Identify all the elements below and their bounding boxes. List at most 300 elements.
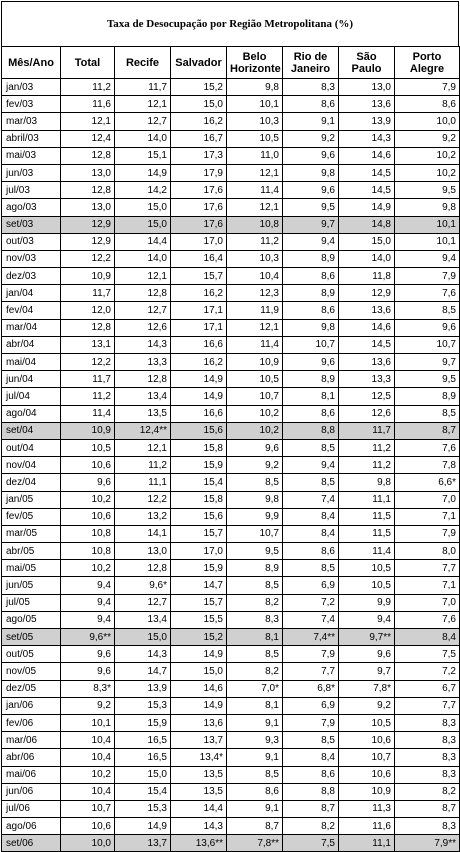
cell-belo-horizonte: 10,2 (227, 405, 283, 422)
table-row (2, 766, 460, 783)
cell-recife: 12,7 (115, 594, 171, 611)
cell-rio-de-janeiro: 8,9 (283, 285, 339, 302)
cell-recife: 12,6 (115, 319, 171, 336)
table-row (2, 646, 460, 663)
table-row (2, 680, 460, 697)
table-row (2, 96, 460, 113)
cell-porto-alegre: 8,5 (395, 405, 460, 422)
cell-recife: 12,8 (115, 371, 171, 388)
cell-salvador: 13,5 (171, 783, 227, 800)
cell-belo-horizonte: 9,6 (227, 439, 283, 456)
cell-belo-horizonte: 10,3 (227, 113, 283, 130)
cell-porto-alegre: 8,0 (395, 543, 460, 560)
cell-porto-alegre: 8,3 (395, 714, 460, 731)
cell-sao-paulo: 11,2 (339, 439, 395, 456)
cell-sao-paulo: 11,5 (339, 508, 395, 525)
cell-porto-alegre: 8,7 (395, 800, 460, 817)
cell-rio-de-janeiro: 9,4 (283, 233, 339, 250)
table-row (2, 182, 460, 199)
cell-salvador: 15,2 (171, 629, 227, 646)
cell-total: 10,9 (61, 422, 115, 439)
cell-salvador: 17,1 (171, 302, 227, 319)
cell-salvador: 15,7 (171, 525, 227, 542)
cell-salvador: 15,9 (171, 560, 227, 577)
header-month: Mês/Ano (2, 47, 61, 79)
cell-total: 10,4 (61, 732, 115, 749)
cell-salvador: 15,9 (171, 457, 227, 474)
table-row (2, 233, 460, 250)
cell-recife: 15,0 (115, 766, 171, 783)
cell-rio-de-janeiro: 8,6 (283, 268, 339, 285)
cell-sao-paulo: 9,7** (339, 629, 395, 646)
cell-rio-de-janeiro: 9,8 (283, 319, 339, 336)
cell-rio-de-janeiro: 7,4** (283, 629, 339, 646)
cell-salvador: 17,6 (171, 199, 227, 216)
cell-rio-de-janeiro: 8,9 (283, 250, 339, 267)
cell-salvador: 16,7 (171, 130, 227, 147)
cell-recife: 13,4 (115, 611, 171, 628)
cell-total: 12,9 (61, 216, 115, 233)
cell-rio-de-janeiro: 8,7 (283, 800, 339, 817)
header-rio-de-janeiro: Rio de Janeiro (283, 47, 339, 79)
table-row (2, 697, 460, 714)
cell-rio-de-janeiro: 8,8 (283, 422, 339, 439)
cell-rio-de-janeiro: 8,2 (283, 818, 339, 835)
cell-rio-de-janeiro: 7,4 (283, 491, 339, 508)
cell-sao-paulo: 14,0 (339, 250, 395, 267)
cell-rio-de-janeiro: 9,5 (283, 199, 339, 216)
cell-recife: 14,9 (115, 818, 171, 835)
cell-belo-horizonte: 8,1 (227, 629, 283, 646)
cell-belo-horizonte: 8,9 (227, 560, 283, 577)
cell-month: set/06 (2, 835, 61, 852)
cell-sao-paulo: 10,9 (339, 783, 395, 800)
cell-recife: 15,0 (115, 216, 171, 233)
cell-porto-alegre: 7,7 (395, 697, 460, 714)
cell-belo-horizonte: 8,5 (227, 577, 283, 594)
cell-rio-de-janeiro: 8,8 (283, 783, 339, 800)
cell-sao-paulo: 9,2 (339, 697, 395, 714)
cell-porto-alegre: 7,8 (395, 457, 460, 474)
table-row (2, 594, 460, 611)
cell-sao-paulo: 13,6 (339, 302, 395, 319)
table-row (2, 577, 460, 594)
cell-recife: 13,3 (115, 354, 171, 371)
cell-belo-horizonte: 9,8 (227, 79, 283, 96)
unemployment-table-container (1, 1, 459, 852)
cell-porto-alegre: 8,2 (395, 783, 460, 800)
cell-belo-horizonte: 11,9 (227, 302, 283, 319)
cell-belo-horizonte: 12,1 (227, 199, 283, 216)
cell-rio-de-janeiro: 8,9 (283, 371, 339, 388)
cell-rio-de-janeiro: 8,4 (283, 749, 339, 766)
cell-belo-horizonte: 10,2 (227, 422, 283, 439)
cell-total: 10,8 (61, 525, 115, 542)
cell-total: 9,6 (61, 474, 115, 491)
cell-recife: 14,2 (115, 182, 171, 199)
cell-month: jun/04 (2, 371, 61, 388)
cell-salvador: 16,6 (171, 336, 227, 353)
cell-month: fev/05 (2, 508, 61, 525)
cell-salvador: 13,4* (171, 749, 227, 766)
cell-belo-horizonte: 12,3 (227, 285, 283, 302)
cell-porto-alegre: 8,7 (395, 422, 460, 439)
cell-porto-alegre: 9,4 (395, 250, 460, 267)
cell-month: jun/06 (2, 783, 61, 800)
cell-month: jul/05 (2, 594, 61, 611)
cell-belo-horizonte: 9,8 (227, 491, 283, 508)
cell-salvador: 17,0 (171, 233, 227, 250)
cell-belo-horizonte: 11,4 (227, 336, 283, 353)
cell-porto-alegre: 7,5 (395, 646, 460, 663)
cell-belo-horizonte: 8,3 (227, 611, 283, 628)
cell-total: 10,5 (61, 439, 115, 456)
table-row (2, 371, 460, 388)
cell-porto-alegre: 6,7 (395, 680, 460, 697)
cell-salvador: 17,6 (171, 182, 227, 199)
table-row (2, 835, 460, 852)
cell-total: 11,2 (61, 388, 115, 405)
cell-sao-paulo: 14,5 (339, 164, 395, 181)
cell-recife: 11,7 (115, 79, 171, 96)
cell-rio-de-janeiro: 8,4 (283, 508, 339, 525)
cell-salvador: 15,7 (171, 268, 227, 285)
cell-porto-alegre: 8,3 (395, 749, 460, 766)
cell-rio-de-janeiro: 9,4 (283, 457, 339, 474)
cell-salvador: 16,2 (171, 354, 227, 371)
table-body (2, 79, 460, 852)
cell-belo-horizonte: 9,1 (227, 800, 283, 817)
cell-total: 10,7 (61, 800, 115, 817)
table-row (2, 199, 460, 216)
cell-porto-alegre: 8,4 (395, 629, 460, 646)
cell-sao-paulo: 10,5 (339, 577, 395, 594)
header-belo-horizonte: Belo Horizonte (227, 47, 283, 79)
cell-porto-alegre: 9,7 (395, 354, 460, 371)
table-row (2, 508, 460, 525)
cell-recife: 14,7 (115, 663, 171, 680)
cell-month: jan/06 (2, 697, 61, 714)
cell-rio-de-janeiro: 8,6 (283, 766, 339, 783)
cell-sao-paulo: 11,8 (339, 268, 395, 285)
cell-salvador: 17,9 (171, 164, 227, 181)
cell-salvador: 16,6 (171, 405, 227, 422)
cell-month: ago/06 (2, 818, 61, 835)
cell-recife: 13,5 (115, 405, 171, 422)
cell-recife: 13,7 (115, 835, 171, 852)
table-row (2, 800, 460, 817)
cell-recife: 14,0 (115, 130, 171, 147)
cell-rio-de-janeiro: 8,4 (283, 525, 339, 542)
cell-recife: 13,2 (115, 508, 171, 525)
cell-month: jan/03 (2, 79, 61, 96)
cell-sao-paulo: 12,6 (339, 405, 395, 422)
cell-total: 12,2 (61, 354, 115, 371)
cell-porto-alegre: 7,1 (395, 577, 460, 594)
cell-porto-alegre: 6,6* (395, 474, 460, 491)
cell-porto-alegre: 8,5 (395, 302, 460, 319)
cell-sao-paulo: 9,6 (339, 646, 395, 663)
cell-total: 13,0 (61, 164, 115, 181)
cell-porto-alegre: 8,3 (395, 732, 460, 749)
cell-belo-horizonte: 10,5 (227, 130, 283, 147)
table-row (2, 457, 460, 474)
cell-sao-paulo: 14,5 (339, 336, 395, 353)
table-row (2, 525, 460, 542)
cell-belo-horizonte: 9,3 (227, 732, 283, 749)
cell-rio-de-janeiro: 9,1 (283, 113, 339, 130)
cell-rio-de-janeiro: 6,9 (283, 697, 339, 714)
cell-porto-alegre: 7,0 (395, 491, 460, 508)
table-row (2, 147, 460, 164)
table-row (2, 79, 460, 96)
cell-month: jul/04 (2, 388, 61, 405)
cell-month: out/04 (2, 439, 61, 456)
cell-salvador: 14,9 (171, 371, 227, 388)
table-row (2, 130, 460, 147)
cell-total: 12,4 (61, 130, 115, 147)
cell-sao-paulo: 9,8 (339, 474, 395, 491)
cell-month: dez/03 (2, 268, 61, 285)
cell-total: 11,4 (61, 405, 115, 422)
cell-recife: 15,4 (115, 783, 171, 800)
cell-sao-paulo: 7,8* (339, 680, 395, 697)
cell-total: 12,9 (61, 233, 115, 250)
cell-recife: 15,3 (115, 800, 171, 817)
cell-porto-alegre: 10,1 (395, 233, 460, 250)
cell-sao-paulo: 14,6 (339, 319, 395, 336)
cell-porto-alegre: 7,7 (395, 560, 460, 577)
cell-month: mar/03 (2, 113, 61, 130)
table-row (2, 474, 460, 491)
cell-belo-horizonte: 8,7 (227, 818, 283, 835)
cell-sao-paulo: 13,9 (339, 113, 395, 130)
cell-recife: 12,1 (115, 96, 171, 113)
cell-recife: 15,0 (115, 199, 171, 216)
cell-rio-de-janeiro: 7,5 (283, 835, 339, 852)
cell-rio-de-janeiro: 6,8* (283, 680, 339, 697)
header-total: Total (61, 47, 115, 79)
cell-belo-horizonte: 9,2 (227, 457, 283, 474)
cell-total: 9,4 (61, 611, 115, 628)
cell-total: 13,1 (61, 336, 115, 353)
cell-month: nov/05 (2, 663, 61, 680)
header-porto-alegre: Porto Alegre (395, 47, 460, 79)
cell-belo-horizonte: 9,1 (227, 714, 283, 731)
cell-total: 12,2 (61, 250, 115, 267)
table-row (2, 439, 460, 456)
cell-rio-de-janeiro: 6,9 (283, 577, 339, 594)
cell-porto-alegre: 7,9 (395, 79, 460, 96)
cell-sao-paulo: 9,7 (339, 663, 395, 680)
cell-sao-paulo: 12,9 (339, 285, 395, 302)
cell-month: ago/03 (2, 199, 61, 216)
table-row (2, 164, 460, 181)
unemployment-table (1, 46, 460, 852)
cell-porto-alegre: 10,0 (395, 113, 460, 130)
cell-total: 8,3* (61, 680, 115, 697)
cell-recife: 12,7 (115, 302, 171, 319)
cell-porto-alegre: 7,6 (395, 439, 460, 456)
cell-belo-horizonte: 10,3 (227, 250, 283, 267)
table-row (2, 560, 460, 577)
table-row (2, 714, 460, 731)
cell-rio-de-janeiro: 8,3 (283, 79, 339, 96)
table-row (2, 285, 460, 302)
cell-belo-horizonte: 10,1 (227, 96, 283, 113)
cell-month: ago/05 (2, 611, 61, 628)
cell-belo-horizonte: 11,4 (227, 182, 283, 199)
cell-porto-alegre: 7,2 (395, 663, 460, 680)
cell-month: fev/06 (2, 714, 61, 731)
cell-sao-paulo: 11,2 (339, 457, 395, 474)
cell-month: abr/05 (2, 543, 61, 560)
cell-salvador: 16,2 (171, 285, 227, 302)
cell-salvador: 13,5 (171, 766, 227, 783)
cell-rio-de-janeiro: 8,6 (283, 405, 339, 422)
cell-sao-paulo: 9,4 (339, 611, 395, 628)
table-row (2, 732, 460, 749)
cell-rio-de-janeiro: 8,5 (283, 474, 339, 491)
table-row (2, 336, 460, 353)
cell-salvador: 14,9 (171, 388, 227, 405)
table-row (2, 491, 460, 508)
table-row (2, 250, 460, 267)
cell-rio-de-janeiro: 7,9 (283, 646, 339, 663)
cell-recife: 15,9 (115, 714, 171, 731)
cell-rio-de-janeiro: 10,7 (283, 336, 339, 353)
cell-sao-paulo: 10,5 (339, 560, 395, 577)
cell-total: 12,0 (61, 302, 115, 319)
cell-recife: 9,6* (115, 577, 171, 594)
cell-total: 10,2 (61, 560, 115, 577)
cell-recife: 14,0 (115, 250, 171, 267)
cell-salvador: 14,9 (171, 646, 227, 663)
table-row (2, 113, 460, 130)
cell-belo-horizonte: 8,2 (227, 663, 283, 680)
cell-recife: 13,9 (115, 680, 171, 697)
cell-belo-horizonte: 10,5 (227, 371, 283, 388)
cell-salvador: 15,6 (171, 422, 227, 439)
cell-rio-de-janeiro: 8,6 (283, 543, 339, 560)
cell-belo-horizonte: 12,1 (227, 319, 283, 336)
cell-belo-horizonte: 8,2 (227, 594, 283, 611)
cell-month: mar/06 (2, 732, 61, 749)
cell-recife: 15,1 (115, 147, 171, 164)
cell-belo-horizonte: 10,4 (227, 268, 283, 285)
cell-total: 10,9 (61, 268, 115, 285)
header-recife: Recife (115, 47, 171, 79)
cell-sao-paulo: 14,5 (339, 182, 395, 199)
cell-month: fev/03 (2, 96, 61, 113)
cell-porto-alegre: 7,6 (395, 611, 460, 628)
cell-salvador: 15,8 (171, 491, 227, 508)
cell-salvador: 15,5 (171, 611, 227, 628)
cell-month: nov/03 (2, 250, 61, 267)
table-row (2, 663, 460, 680)
cell-sao-paulo: 13,6 (339, 96, 395, 113)
cell-porto-alegre: 9,5 (395, 182, 460, 199)
cell-total: 9,6 (61, 663, 115, 680)
cell-sao-paulo: 13,3 (339, 371, 395, 388)
cell-recife: 14,3 (115, 336, 171, 353)
cell-salvador: 17,6 (171, 216, 227, 233)
cell-month: out/05 (2, 646, 61, 663)
cell-recife: 14,1 (115, 525, 171, 542)
cell-total: 10,2 (61, 766, 115, 783)
cell-total: 9,6 (61, 646, 115, 663)
cell-total: 11,2 (61, 79, 115, 96)
cell-belo-horizonte: 9,9 (227, 508, 283, 525)
cell-porto-alegre: 9,2 (395, 130, 460, 147)
cell-belo-horizonte: 9,5 (227, 543, 283, 560)
cell-total: 12,8 (61, 147, 115, 164)
cell-recife: 16,5 (115, 749, 171, 766)
table-title: Taxa de Desocupação por Região Metropolitana (%) (1, 1, 459, 46)
cell-rio-de-janeiro: 9,7 (283, 216, 339, 233)
cell-total: 9,4 (61, 577, 115, 594)
cell-month: fev/04 (2, 302, 61, 319)
cell-sao-paulo: 11,1 (339, 835, 395, 852)
cell-total: 13,0 (61, 199, 115, 216)
cell-recife: 13,4 (115, 388, 171, 405)
cell-belo-horizonte: 12,1 (227, 164, 283, 181)
cell-salvador: 17,1 (171, 319, 227, 336)
cell-rio-de-janeiro: 7,4 (283, 611, 339, 628)
cell-rio-de-janeiro: 9,6 (283, 147, 339, 164)
cell-porto-alegre: 7,9 (395, 525, 460, 542)
header-salvador: Salvador (171, 47, 227, 79)
cell-month: jul/03 (2, 182, 61, 199)
cell-rio-de-janeiro: 9,8 (283, 164, 339, 181)
cell-salvador: 15,8 (171, 439, 227, 456)
cell-month: jun/03 (2, 164, 61, 181)
cell-sao-paulo: 11,6 (339, 818, 395, 835)
cell-total: 10,6 (61, 508, 115, 525)
cell-rio-de-janeiro: 8,5 (283, 439, 339, 456)
cell-month: out/03 (2, 233, 61, 250)
cell-porto-alegre: 8,9 (395, 388, 460, 405)
cell-sao-paulo: 13,6 (339, 354, 395, 371)
cell-month: jul/06 (2, 800, 61, 817)
cell-sao-paulo: 11,7 (339, 422, 395, 439)
cell-rio-de-janeiro: 8,6 (283, 302, 339, 319)
cell-recife: 15,3 (115, 697, 171, 714)
cell-rio-de-janeiro: 9,6 (283, 182, 339, 199)
header-sao-paulo: São Paulo (339, 47, 395, 79)
cell-porto-alegre: 7,9 (395, 268, 460, 285)
table-row (2, 783, 460, 800)
cell-month: jun/05 (2, 577, 61, 594)
cell-sao-paulo: 13,0 (339, 79, 395, 96)
cell-salvador: 14,3 (171, 818, 227, 835)
cell-sao-paulo: 10,6 (339, 732, 395, 749)
cell-total: 12,1 (61, 113, 115, 130)
cell-belo-horizonte: 11,0 (227, 147, 283, 164)
cell-salvador: 16,2 (171, 113, 227, 130)
cell-rio-de-janeiro: 9,2 (283, 130, 339, 147)
cell-porto-alegre: 10,2 (395, 164, 460, 181)
table-row (2, 388, 460, 405)
cell-porto-alegre: 7,1 (395, 508, 460, 525)
cell-salvador: 15,2 (171, 79, 227, 96)
cell-salvador: 13,6 (171, 714, 227, 731)
cell-month: mar/05 (2, 525, 61, 542)
cell-recife: 12,1 (115, 268, 171, 285)
cell-sao-paulo: 15,0 (339, 233, 395, 250)
cell-porto-alegre: 7,9** (395, 835, 460, 852)
cell-rio-de-janeiro: 8,5 (283, 560, 339, 577)
